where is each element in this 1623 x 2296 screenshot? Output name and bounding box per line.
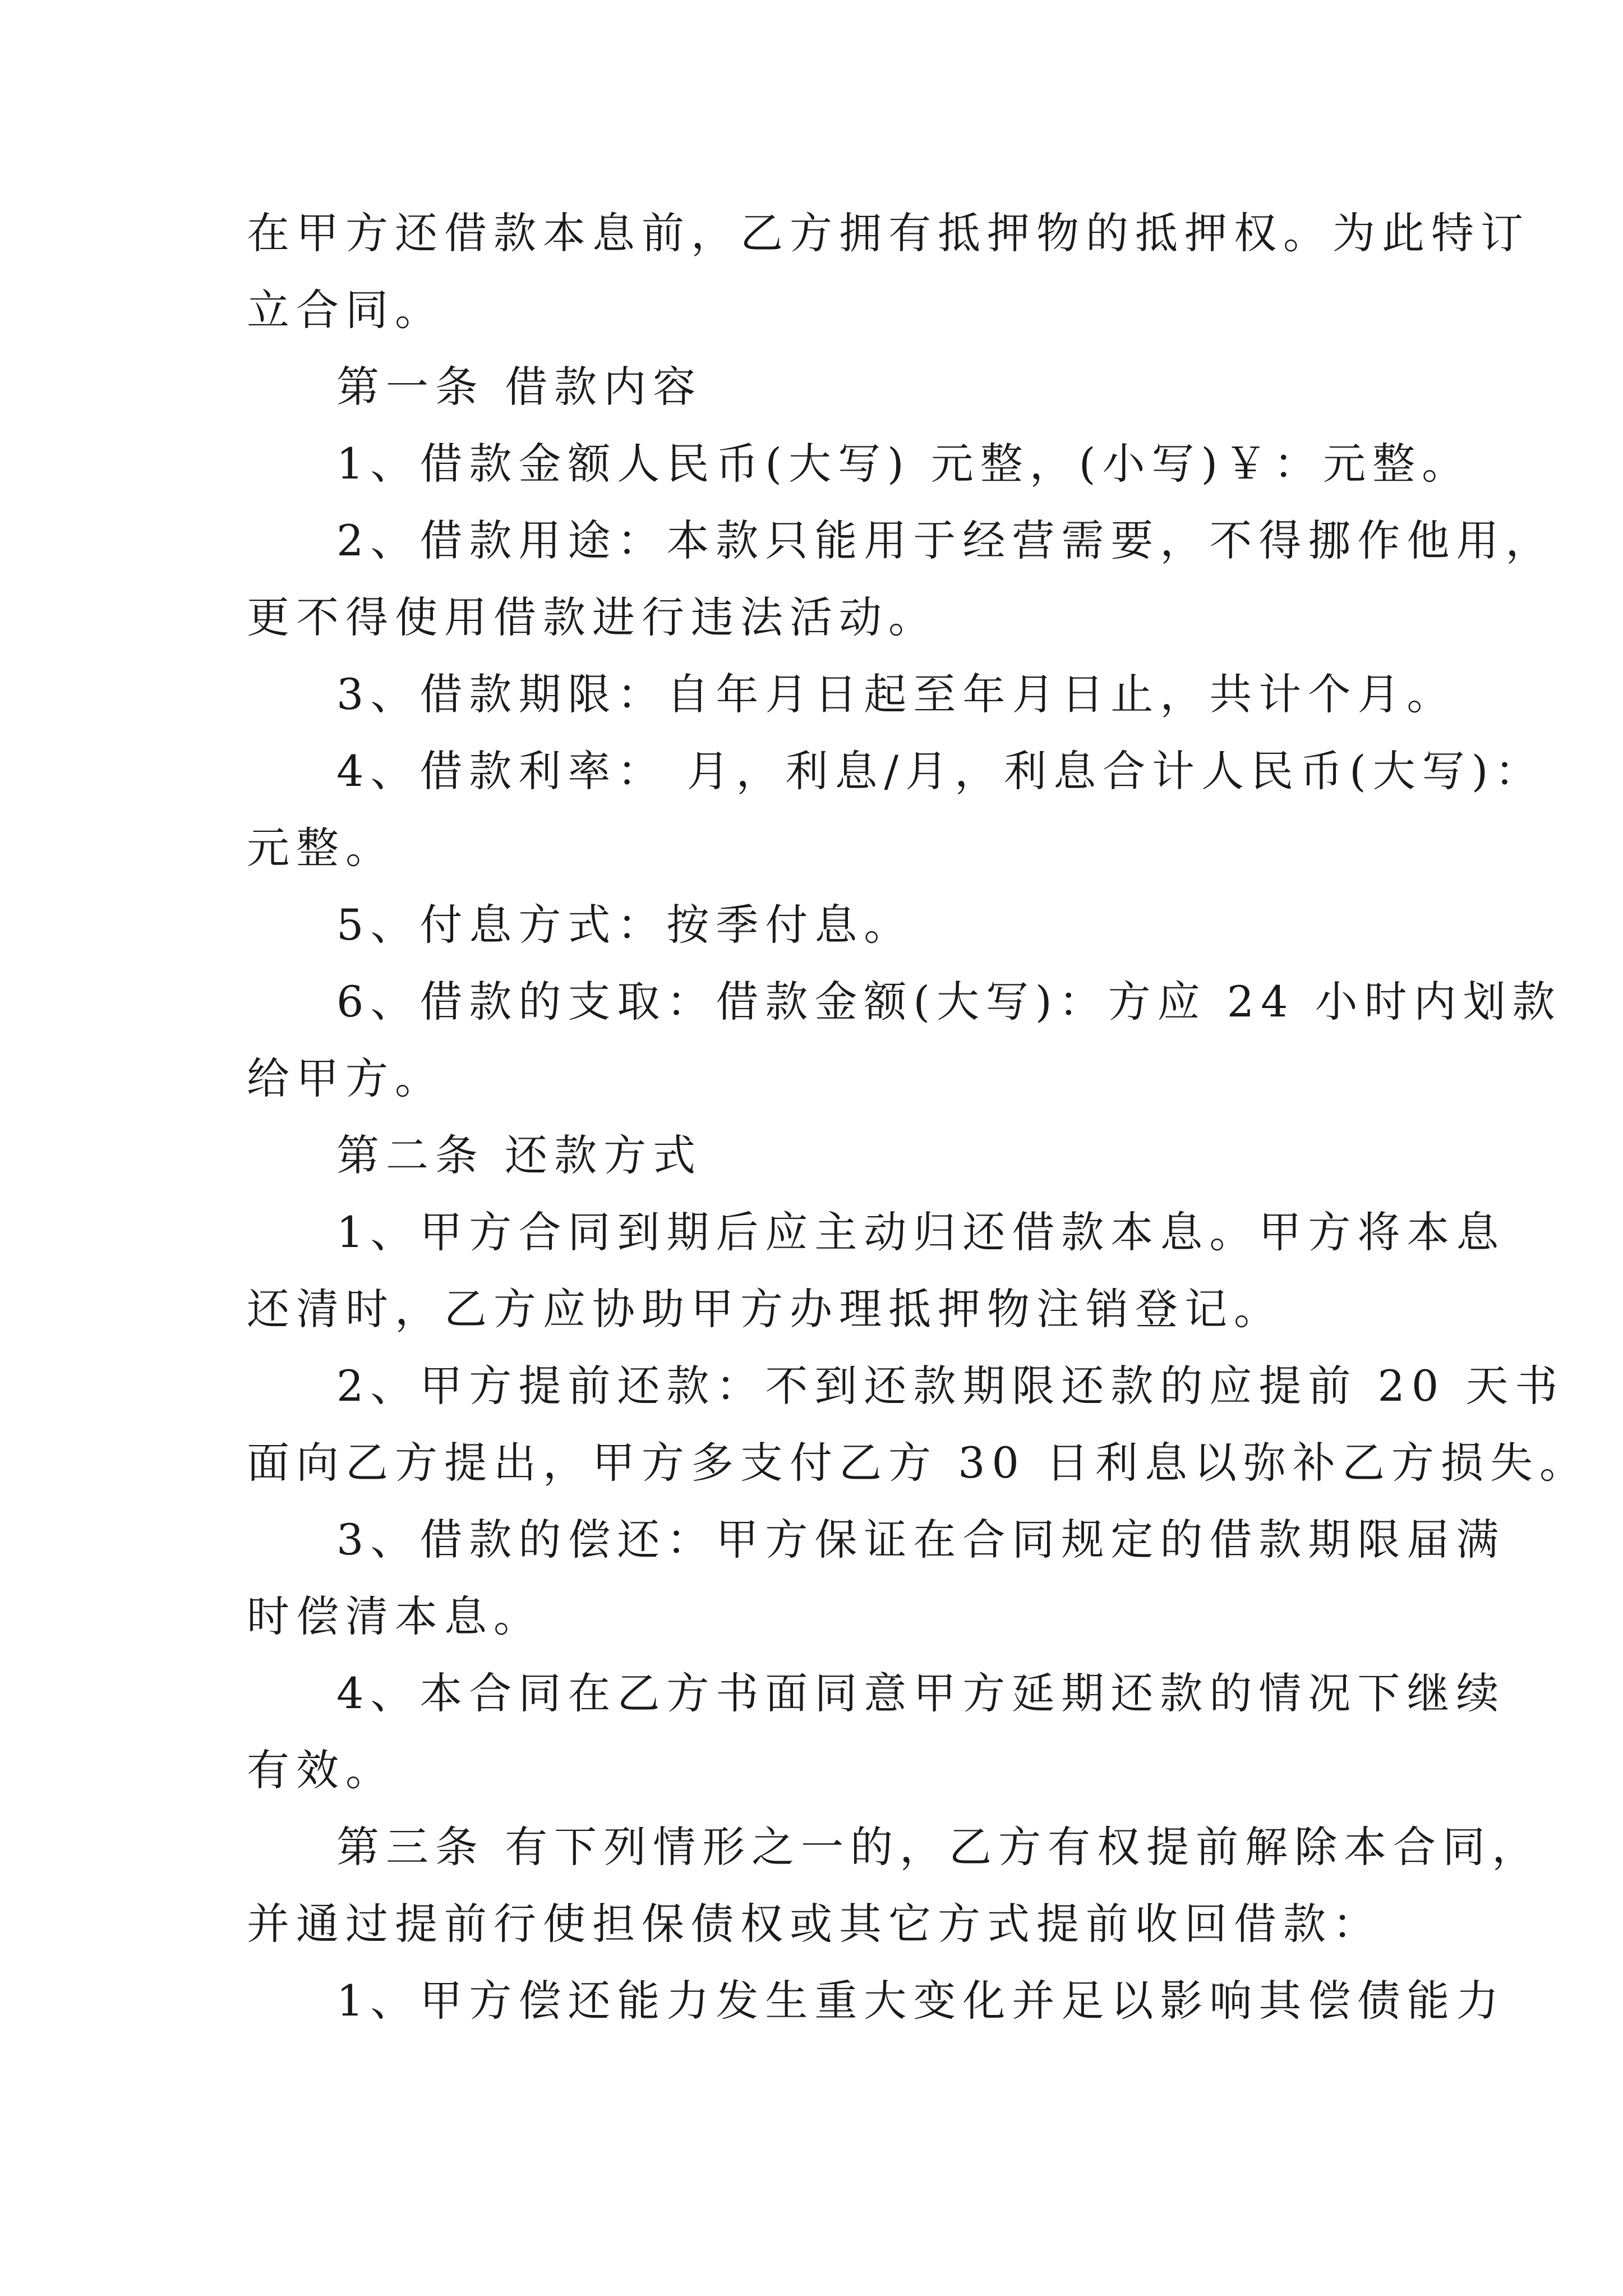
text-line-19: 时偿清本息。 bbox=[247, 1591, 543, 1641]
text-line-12: 给甲方。 bbox=[247, 1053, 444, 1103]
text-line-2: 立合同。 bbox=[247, 285, 444, 335]
text-line-10: 5、付息方式：按季付息。 bbox=[336, 900, 914, 950]
text-line-21: 有效。 bbox=[247, 1745, 395, 1795]
text-line-20: 4、本合同在乙方书面同意甲方延期还款的情况下继续 bbox=[336, 1668, 1506, 1718]
text-line-8: 4、借款利率： 月，利息/月，利息合计人民币(大写)： bbox=[336, 746, 1544, 796]
text-line-4: 1、借款金额人民币(大写) 元整，(小写)￥：元整。 bbox=[336, 439, 1472, 489]
section-heading-2: 第二条 还款方式 bbox=[336, 1130, 703, 1180]
section-heading-3: 第三条 有下列情形之一的，乙方有权提前解除本合同， bbox=[336, 1822, 1542, 1872]
text-line-23: 并通过提前行使担保债权或其它方式提前收回借款： bbox=[247, 1899, 1382, 1949]
text-line-16: 2、甲方提前还款：不到还款期限还款的应提前 20 天书 bbox=[336, 1361, 1565, 1411]
text-line-17: 面向乙方提出，甲方多支付乙方 30 日利息以弥补乙方损失。 bbox=[247, 1438, 1589, 1488]
section-heading-1: 第一条 借款内容 bbox=[336, 362, 703, 412]
text-line-14: 1、甲方合同到期后应主动归还借款本息。甲方将本息 bbox=[336, 1207, 1506, 1257]
text-line-6: 更不得使用借款进行违法活动。 bbox=[247, 592, 938, 642]
text-line-1: 在甲方还借款本息前，乙方拥有抵押物的抵押权。为此特订 bbox=[247, 208, 1530, 258]
text-line-18: 3、借款的偿还：甲方保证在合同规定的借款期限届满 bbox=[336, 1515, 1506, 1565]
text-line-11: 6、借款的支取：借款金额(大写)：方应 24 小时内划款 bbox=[336, 977, 1562, 1027]
text-line-9: 元整。 bbox=[247, 823, 395, 873]
text-line-24: 1、甲方偿还能力发生重大变化并足以影响其偿债能力 bbox=[336, 1976, 1506, 2026]
text-line-5: 2、借款用途：本款只能用于经营需要，不得挪作他用， bbox=[336, 516, 1555, 565]
text-line-15: 还清时，乙方应协助甲方办理抵押物注销登记。 bbox=[247, 1284, 1283, 1334]
text-line-7: 3、借款期限：自年月日起至年月日止，共计个月。 bbox=[336, 669, 1456, 719]
